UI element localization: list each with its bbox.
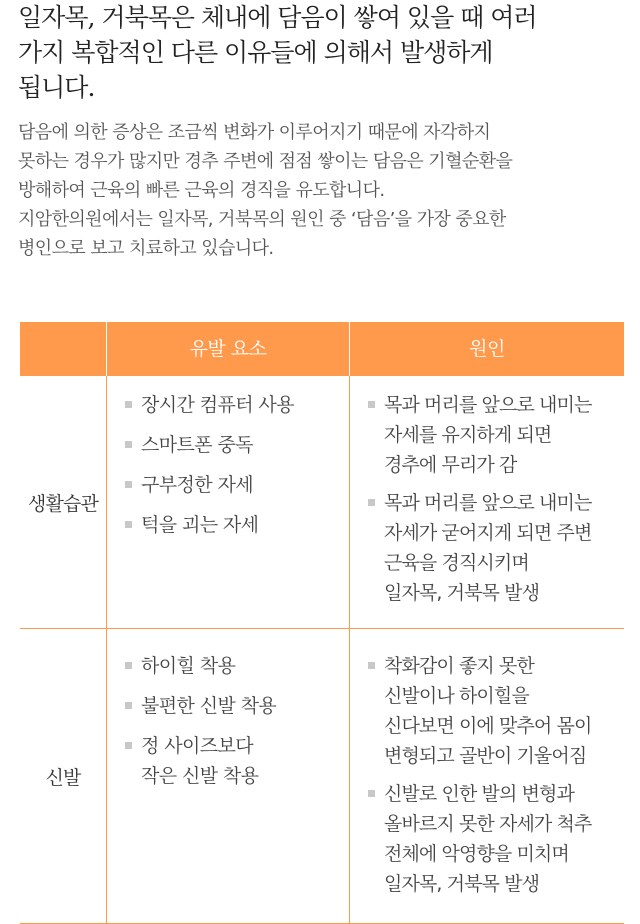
intro-line: 방해하여 근육의 빠른 근육의 경직을 유도합니다. (18, 180, 385, 201)
square-bullet-icon (125, 481, 132, 488)
cause-list (364, 651, 622, 907)
heading-line: 일자목, 거북목은 체내에 담음이 쌓여 있을 때 여러 (18, 3, 537, 32)
factor-item: 구부정한 자세 (121, 470, 349, 500)
intro-line: 지암한의원에서는 일자목, 거북목의 원인 중 ‘담음’을 가장 중요한 (18, 209, 506, 230)
factor-list (121, 390, 349, 550)
table-header (20, 322, 624, 376)
heading-line: 됩니다. (18, 73, 95, 102)
intro-paragraph (18, 118, 633, 263)
page-heading (18, 0, 628, 105)
row-category: 신발 (45, 766, 81, 789)
square-bullet-icon (368, 401, 375, 408)
square-bullet-icon (368, 499, 375, 506)
cause-item: 신발로 인한 발의 변형과 올바르지 못한 자세가 척추 전체에 악영향을 미치며 일자목, 거북목 발생 (364, 779, 622, 899)
square-bullet-icon (125, 521, 132, 528)
factor-item: 장시간 컴퓨터 사용 (121, 390, 349, 420)
table-row (20, 376, 624, 629)
row-category: 생활습관 (27, 492, 99, 515)
square-bullet-icon (368, 790, 375, 797)
factor-item: 스마트폰 중독 (121, 430, 349, 460)
square-bullet-icon (125, 441, 132, 448)
intro-line: 병인으로 보고 치료하고 있습니다. (18, 238, 274, 259)
cause-table (20, 322, 624, 924)
factor-item: 턱을 괴는 자세 (121, 510, 349, 540)
square-bullet-icon (125, 401, 132, 408)
table-row (20, 629, 624, 924)
heading-line: 가지 복합적인 다른 이유들에 의해서 발생하게 (18, 38, 493, 67)
intro-line: 못하는 경우가 많지만 경추 주변에 점점 쌓이는 담음은 기혈순환을 (18, 151, 513, 172)
cause-item: 목과 머리를 앞으로 내미는 자세가 굳어지게 되면 주변 근육을 경직시키며 일자목, 거북목 발생 (364, 488, 622, 608)
square-bullet-icon (368, 662, 375, 669)
square-bullet-icon (125, 702, 132, 709)
intro-line: 담음에 의한 증상은 조금씩 변화가 이루어지기 때문에 자각하지 (18, 122, 491, 143)
square-bullet-icon (125, 662, 132, 669)
factor-list (121, 651, 349, 801)
column-divider (349, 376, 350, 628)
column-divider (349, 629, 350, 923)
square-bullet-icon (125, 742, 132, 749)
column-divider (106, 376, 107, 628)
cause-list (364, 390, 622, 616)
factor-item: 정 사이즈보다 작은 신발 착용 (121, 731, 349, 791)
factor-item: 불편한 신발 착용 (121, 691, 349, 721)
factor-item: 하이힐 착용 (121, 651, 349, 681)
cause-item: 착화감이 좋지 못한 신발이나 하이힐을 신다보면 이에 맞추어 몸이 변형되고 골반이 기울어짐 (364, 651, 622, 771)
header-cell-factor: 유발 요소 (189, 338, 267, 360)
header-cell-empty (20, 322, 106, 376)
header-cell-cause: 원인 (469, 338, 505, 360)
column-divider (106, 629, 107, 923)
cause-item: 목과 머리를 앞으로 내미는 자세를 유지하게 되면 경추에 무리가 감 (364, 390, 622, 480)
